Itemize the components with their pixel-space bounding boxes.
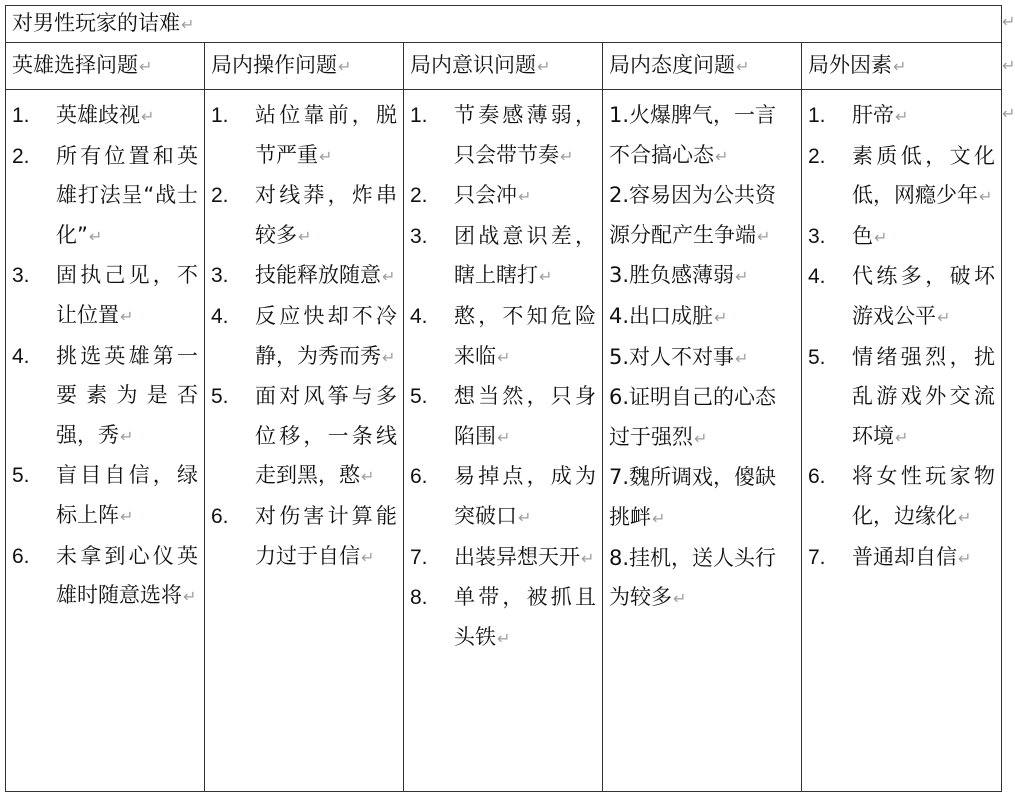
column-header: 局内态度问题 bbox=[609, 53, 735, 77]
list-item-text bbox=[56, 256, 198, 336]
paragraph-mark-icon: ↵ bbox=[497, 628, 511, 648]
paragraph-mark-icon: ↵ bbox=[298, 226, 312, 246]
list-item-label: 单带，被抓且头铁 bbox=[454, 585, 596, 649]
paragraph-mark-icon: ↵ bbox=[937, 307, 951, 327]
list-item-text bbox=[609, 378, 795, 458]
list-item-label: 想当然，只身陷围 bbox=[454, 384, 596, 448]
column-header-cell bbox=[205, 43, 404, 90]
list-item bbox=[808, 538, 995, 579]
list-item-text bbox=[255, 176, 397, 256]
list-item-text bbox=[56, 537, 198, 617]
list-item bbox=[808, 457, 995, 537]
list-item-label: 情绪强烈，扰乱游戏外交流环境 bbox=[852, 344, 996, 448]
list-item bbox=[808, 217, 995, 258]
list-item bbox=[12, 256, 198, 336]
list-item bbox=[12, 96, 198, 137]
column-body-cell bbox=[802, 90, 1002, 792]
row-end-mark-icon: ↵ bbox=[1002, 104, 1015, 123]
table-title-cell bbox=[6, 6, 1002, 43]
list-item bbox=[410, 538, 596, 579]
list-item-text bbox=[609, 176, 795, 256]
list-item-label: 固执己见，不让位置 bbox=[56, 263, 198, 327]
list-item-label: 将女性玩家物化，边缘化 bbox=[852, 464, 996, 528]
list-item-number: 7. bbox=[808, 545, 826, 569]
list-item-label: 代练多，破坏游戏公平 bbox=[852, 264, 996, 328]
list-item-label: 5.对人不对事 bbox=[609, 344, 735, 369]
paragraph-mark-icon: ↵ bbox=[893, 57, 907, 76]
title-row bbox=[6, 6, 1002, 43]
list-item-label: 所有位置和英雄打法呈“战士化” bbox=[56, 143, 198, 247]
list-item bbox=[211, 96, 397, 176]
list-item-label: 7.魏所调戏，傻缺挑衅 bbox=[609, 465, 777, 529]
paragraph-mark-icon: ↵ bbox=[361, 467, 375, 487]
column-body-cell bbox=[6, 90, 205, 792]
item-list bbox=[211, 96, 397, 577]
list-item bbox=[211, 497, 397, 577]
paragraph-mark-icon: ↵ bbox=[120, 306, 134, 326]
paragraph-mark-icon: ↵ bbox=[120, 506, 134, 526]
list-item-label: 盲目自信，绿标上阵 bbox=[56, 463, 198, 527]
paragraph-mark-icon: ↵ bbox=[518, 507, 532, 527]
list-item-text bbox=[56, 337, 198, 457]
list-item bbox=[609, 539, 795, 619]
paragraph-mark-icon: ↵ bbox=[141, 107, 155, 126]
list-item bbox=[609, 458, 795, 538]
document-table bbox=[5, 5, 1002, 792]
list-item-text bbox=[454, 538, 596, 579]
item-list bbox=[12, 96, 198, 617]
list-item-number: 4. bbox=[410, 304, 428, 328]
column-header-cell bbox=[6, 43, 205, 90]
list-item-label: 面对风筝与多位移，一条线走到黑，憨 bbox=[255, 384, 397, 488]
list-item-label: 肝帝 bbox=[852, 103, 894, 127]
column-body-cell bbox=[603, 90, 802, 792]
list-item-number: 4. bbox=[12, 344, 30, 368]
list-item-text bbox=[852, 538, 995, 579]
list-item-label: 普通却自信 bbox=[852, 544, 957, 569]
paragraph-mark-icon: ↵ bbox=[652, 508, 666, 528]
list-item-text bbox=[609, 338, 795, 379]
list-item-label: 挑选英雄第一要素为是否强，秀 bbox=[56, 343, 198, 447]
paragraph-mark-icon: ↵ bbox=[497, 427, 511, 447]
list-item-number: 4. bbox=[211, 304, 229, 328]
list-item-number: 8. bbox=[410, 586, 428, 610]
list-item-number: 3. bbox=[808, 224, 826, 248]
list-item bbox=[12, 137, 198, 257]
list-item bbox=[808, 96, 995, 137]
list-item-label: 对伤害计算能力过于自信 bbox=[255, 503, 397, 568]
list-item-number: 3. bbox=[410, 224, 428, 248]
list-item-text bbox=[454, 96, 596, 176]
paragraph-mark-icon: ↵ bbox=[757, 226, 771, 246]
list-item-label: 6.证明自己的心态过于强烈 bbox=[609, 385, 777, 449]
row-end-mark-icon: ↵ bbox=[1002, 56, 1015, 75]
paragraph-mark-icon: ↵ bbox=[139, 57, 153, 76]
list-item-number: 6. bbox=[211, 504, 229, 528]
list-item bbox=[609, 297, 795, 338]
column-header-cell bbox=[802, 43, 1002, 90]
list-item bbox=[410, 297, 596, 377]
list-item-text bbox=[454, 217, 596, 297]
list-item-text bbox=[255, 497, 397, 577]
list-item bbox=[808, 257, 995, 337]
list-item-text bbox=[609, 256, 795, 297]
paragraph-mark-icon: ↵ bbox=[958, 507, 972, 527]
list-item bbox=[410, 96, 596, 176]
list-item-number: 2. bbox=[410, 184, 428, 208]
list-item-number: 2. bbox=[12, 144, 30, 168]
list-item-label: 对线莽，炸串较多 bbox=[255, 183, 397, 247]
paragraph-mark-icon: ↵ bbox=[183, 587, 197, 607]
list-item-text bbox=[852, 96, 995, 137]
list-item-text bbox=[852, 338, 995, 458]
list-item bbox=[410, 457, 596, 537]
list-item-text bbox=[609, 539, 795, 619]
list-item-text bbox=[255, 377, 397, 497]
list-item-number: 2. bbox=[808, 144, 826, 168]
list-item-text bbox=[852, 457, 995, 537]
list-item-text bbox=[454, 297, 596, 377]
list-item-label: 色 bbox=[852, 223, 873, 248]
list-item bbox=[211, 377, 397, 497]
item-list bbox=[410, 96, 596, 658]
list-item bbox=[609, 378, 795, 458]
list-item-number: 5. bbox=[410, 385, 428, 409]
list-item-label: 只会冲 bbox=[454, 183, 517, 208]
list-item bbox=[808, 137, 995, 217]
list-item-label: 未拿到心仪英雄时随意选将 bbox=[56, 543, 198, 608]
paragraph-mark-icon: ↵ bbox=[539, 267, 553, 287]
paragraph-mark-icon: ↵ bbox=[874, 227, 888, 247]
list-item bbox=[410, 217, 596, 297]
list-item bbox=[211, 256, 397, 297]
paragraph-mark-icon: ↵ bbox=[497, 347, 511, 367]
list-item-text bbox=[454, 377, 596, 457]
list-item bbox=[410, 578, 596, 658]
list-item-label: 出装异想天开 bbox=[454, 544, 580, 569]
list-item-number: 1. bbox=[808, 104, 826, 127]
list-item bbox=[211, 176, 397, 256]
list-item-text bbox=[255, 256, 397, 297]
paragraph-mark-icon: ↵ bbox=[673, 589, 687, 609]
column-header: 局外因素 bbox=[808, 53, 892, 77]
list-item-text bbox=[255, 96, 397, 176]
header-row bbox=[6, 43, 1002, 90]
list-item-number: 5. bbox=[12, 464, 30, 488]
paragraph-mark-icon: ↵ bbox=[88, 226, 103, 246]
paragraph-mark-icon: ↵ bbox=[895, 427, 909, 447]
column-header: 局内操作问题 bbox=[211, 53, 337, 77]
list-item-text bbox=[255, 297, 397, 377]
list-item-number: 1. bbox=[410, 104, 428, 127]
list-item-text bbox=[56, 456, 198, 536]
column-header: 英雄选择问题 bbox=[12, 53, 138, 77]
column-header: 局内意识问题 bbox=[410, 53, 536, 77]
list-item-text bbox=[454, 176, 596, 217]
column-header-cell bbox=[404, 43, 603, 90]
column-header-cell bbox=[603, 43, 802, 90]
list-item-label: 英雄歧视 bbox=[56, 103, 140, 127]
list-item bbox=[609, 176, 795, 256]
list-item bbox=[12, 456, 198, 536]
paragraph-mark-icon: ↵ bbox=[338, 57, 352, 76]
body-row bbox=[6, 90, 1002, 792]
list-item bbox=[609, 338, 795, 379]
paragraph-mark-icon: ↵ bbox=[979, 187, 993, 207]
list-item bbox=[410, 377, 596, 457]
list-item-number: 5. bbox=[211, 385, 229, 409]
list-item-number: 7. bbox=[410, 545, 428, 569]
list-item-number: 6. bbox=[410, 465, 428, 489]
list-item-label: 站位靠前，脱节严重 bbox=[255, 103, 397, 167]
list-item-text bbox=[852, 137, 995, 217]
paragraph-mark-icon: ↵ bbox=[736, 57, 750, 76]
list-item-label: 3.胜负感薄弱 bbox=[609, 263, 735, 288]
paragraph-mark-icon: ↵ bbox=[361, 547, 375, 567]
list-item-number: 5. bbox=[808, 345, 826, 369]
list-item-number: 6. bbox=[12, 544, 30, 568]
list-item-number: 2. bbox=[211, 184, 229, 208]
paragraph-mark-icon: ↵ bbox=[382, 267, 396, 287]
list-item-number: 3. bbox=[12, 264, 30, 288]
paragraph-mark-icon: ↵ bbox=[581, 548, 595, 568]
paragraph-mark-icon: ↵ bbox=[537, 57, 551, 76]
list-item-label: 反应快却不冷静，为秀而秀 bbox=[255, 303, 397, 368]
list-item-text bbox=[609, 458, 795, 538]
table-title: 对男性玩家的诘难 bbox=[12, 11, 180, 35]
list-item-text bbox=[609, 96, 795, 176]
list-item bbox=[609, 96, 795, 176]
list-item-label: 技能释放随意 bbox=[255, 263, 381, 288]
list-item-text bbox=[609, 297, 795, 338]
list-item-text bbox=[852, 257, 995, 337]
paragraph-mark-icon: ↵ bbox=[714, 307, 728, 327]
paragraph-mark-icon: ↵ bbox=[181, 15, 195, 34]
list-item-text bbox=[56, 96, 198, 137]
column-body-cell bbox=[404, 90, 603, 792]
list-item-label: 1.火爆脾气，一言不合搞心态 bbox=[609, 103, 777, 167]
list-item-number: 4. bbox=[808, 265, 826, 289]
paragraph-mark-icon: ↵ bbox=[120, 426, 134, 446]
list-item-number: 1. bbox=[211, 104, 229, 127]
list-item-label: 节奏感薄弱，只会带节奏 bbox=[454, 103, 596, 167]
paragraph-mark-icon: ↵ bbox=[735, 348, 749, 368]
paragraph-mark-icon: ↵ bbox=[715, 146, 729, 166]
list-item-number: 6. bbox=[808, 465, 826, 489]
list-item-text bbox=[454, 578, 596, 658]
list-item-label: 团战意识差，瞎上瞎打 bbox=[454, 223, 596, 288]
list-item-text bbox=[56, 137, 198, 257]
list-item bbox=[808, 338, 995, 458]
list-item-label: 4.出口成脏 bbox=[609, 303, 714, 328]
paragraph-mark-icon: ↵ bbox=[694, 428, 708, 448]
list-item-text bbox=[454, 457, 596, 537]
list-item bbox=[609, 256, 795, 297]
list-item bbox=[12, 537, 198, 617]
list-item-number: 3. bbox=[211, 264, 229, 288]
paragraph-mark-icon: ↵ bbox=[735, 267, 749, 287]
paragraph-mark-icon: ↵ bbox=[895, 107, 909, 126]
column-body-cell bbox=[205, 90, 404, 792]
item-list bbox=[609, 96, 795, 619]
paragraph-mark-icon: ↵ bbox=[958, 548, 972, 568]
list-item-text bbox=[852, 217, 995, 258]
paragraph-mark-icon: ↵ bbox=[382, 347, 396, 367]
list-item-label: 憨，不知危险来临 bbox=[454, 303, 596, 368]
list-item-label: 易掉点，成为突破口 bbox=[454, 464, 596, 528]
list-item-label: 素质低，文化低，网瘾少年 bbox=[852, 143, 996, 208]
paragraph-mark-icon: ↵ bbox=[319, 146, 333, 166]
list-item bbox=[12, 337, 198, 457]
list-item-number: 1. bbox=[12, 104, 30, 127]
row-end-mark-icon: ↵ bbox=[1002, 12, 1015, 31]
item-list bbox=[808, 96, 995, 578]
paragraph-mark-icon: ↵ bbox=[560, 146, 574, 166]
paragraph-mark-icon: ↵ bbox=[518, 187, 532, 207]
list-item bbox=[211, 297, 397, 377]
list-item bbox=[410, 176, 596, 217]
list-item-label: 8.挂机，送人头行为较多 bbox=[609, 545, 777, 610]
list-item-label: 2.容易因为公共资源分配产生争端 bbox=[609, 183, 777, 247]
